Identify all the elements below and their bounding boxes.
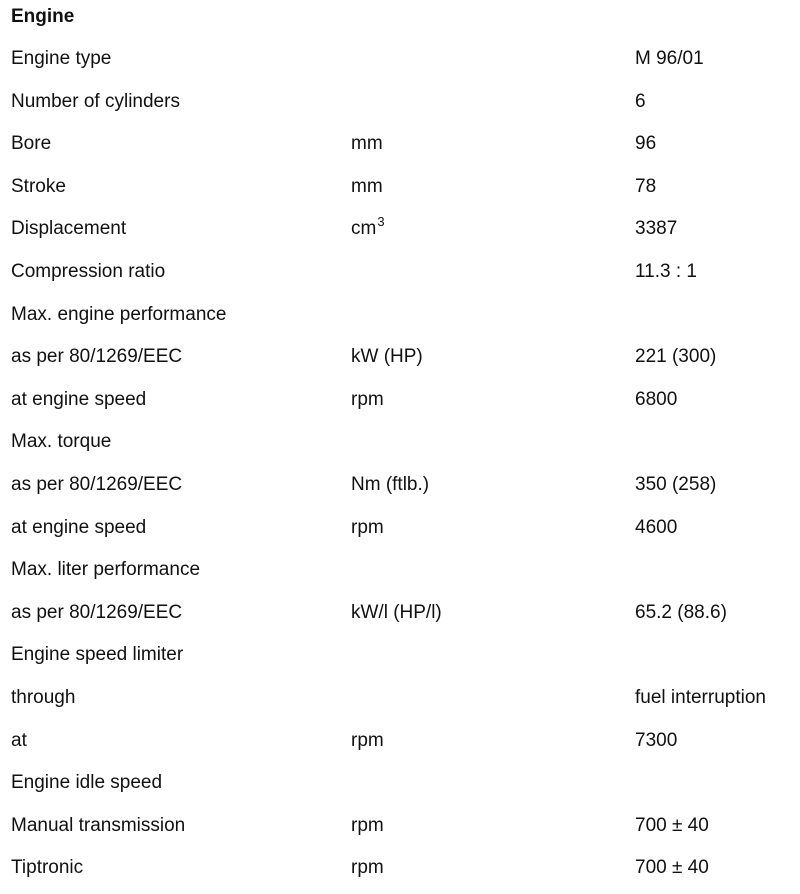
- spec-row: [0, 549, 800, 592]
- spec-row: [0, 294, 800, 337]
- spec-unit: rpm: [351, 729, 384, 751]
- spec-row: [0, 634, 800, 677]
- spec-row: [0, 847, 800, 890]
- spec-value: 350 (258): [635, 473, 717, 495]
- spec-label: Compression ratio: [11, 260, 166, 282]
- spec-label: as per 80/1269/EEC: [11, 346, 183, 368]
- spec-value: 6800: [635, 388, 678, 410]
- spec-row: [0, 677, 800, 720]
- spec-row: [0, 123, 800, 166]
- spec-label: at: [11, 729, 27, 751]
- spec-value: 3387: [635, 218, 678, 240]
- spec-label: Tiptronic: [11, 857, 84, 879]
- spec-value: fuel interruption: [635, 686, 766, 708]
- spec-label: Engine type: [11, 48, 112, 69]
- spec-unit: rpm: [351, 857, 384, 879]
- spec-value: M 96/01: [635, 48, 704, 69]
- spec-value: 7300: [635, 729, 678, 751]
- spec-row: [0, 81, 800, 124]
- spec-label: Max. torque: [11, 431, 112, 453]
- spec-row: [0, 166, 800, 209]
- spec-label: as per 80/1269/EEC: [11, 473, 183, 495]
- spec-unit: rpm: [351, 516, 384, 538]
- spec-value: 78: [635, 175, 657, 197]
- unit-base: cm: [351, 218, 377, 240]
- spec-row: [0, 421, 800, 464]
- spec-label: Max. liter performance: [11, 559, 201, 581]
- spec-value: 700 ± 40: [635, 857, 709, 879]
- spec-table: [0, 38, 800, 890]
- spec-label: through: [11, 686, 76, 708]
- spec-value: 700 ± 40: [635, 814, 709, 836]
- spec-value: 65.2 (88.6): [635, 601, 727, 623]
- spec-unit: mm: [351, 133, 383, 155]
- section-heading: Engine: [11, 6, 75, 27]
- spec-unit: kW (HP): [351, 346, 423, 368]
- spec-row: [0, 507, 800, 550]
- spec-row: [0, 592, 800, 635]
- spec-label: Displacement: [11, 218, 127, 240]
- spec-label: as per 80/1269/EEC: [11, 601, 183, 623]
- spec-row: [0, 251, 800, 294]
- spec-row: [0, 464, 800, 507]
- spec-label: at engine speed: [11, 388, 147, 410]
- spec-label: Engine speed limiter: [11, 644, 184, 666]
- spec-unit: rpm: [351, 814, 384, 836]
- spec-row: [0, 38, 800, 81]
- spec-row: [0, 720, 800, 763]
- spec-unit: kW/l (HP/l): [351, 601, 442, 623]
- spec-unit: rpm: [351, 388, 384, 410]
- spec-row: [0, 336, 800, 379]
- unit-superscript: 3: [377, 214, 385, 230]
- spec-unit: Nm (ftlb.): [351, 473, 430, 495]
- spec-label: Number of cylinders: [11, 90, 180, 112]
- spec-label: Manual transmission: [11, 814, 186, 836]
- spec-value: 4600: [635, 516, 678, 538]
- spec-label: Engine idle speed: [11, 772, 163, 794]
- spec-value: 11.3 : 1: [635, 260, 697, 282]
- spec-label: at engine speed: [11, 516, 147, 538]
- spec-value: 6: [635, 90, 646, 112]
- spec-unit: [351, 208, 385, 251]
- spec-value: 221 (300): [635, 346, 717, 368]
- spec-row: [0, 762, 800, 805]
- spec-value: 96: [635, 133, 657, 155]
- spec-label: Bore: [11, 133, 52, 155]
- spec-row: [0, 379, 800, 422]
- spec-label: Max. engine performance: [11, 303, 227, 325]
- spec-row: [0, 208, 800, 251]
- spec-unit: mm: [351, 175, 383, 197]
- spec-row: [0, 805, 800, 848]
- spec-label: Stroke: [11, 175, 66, 197]
